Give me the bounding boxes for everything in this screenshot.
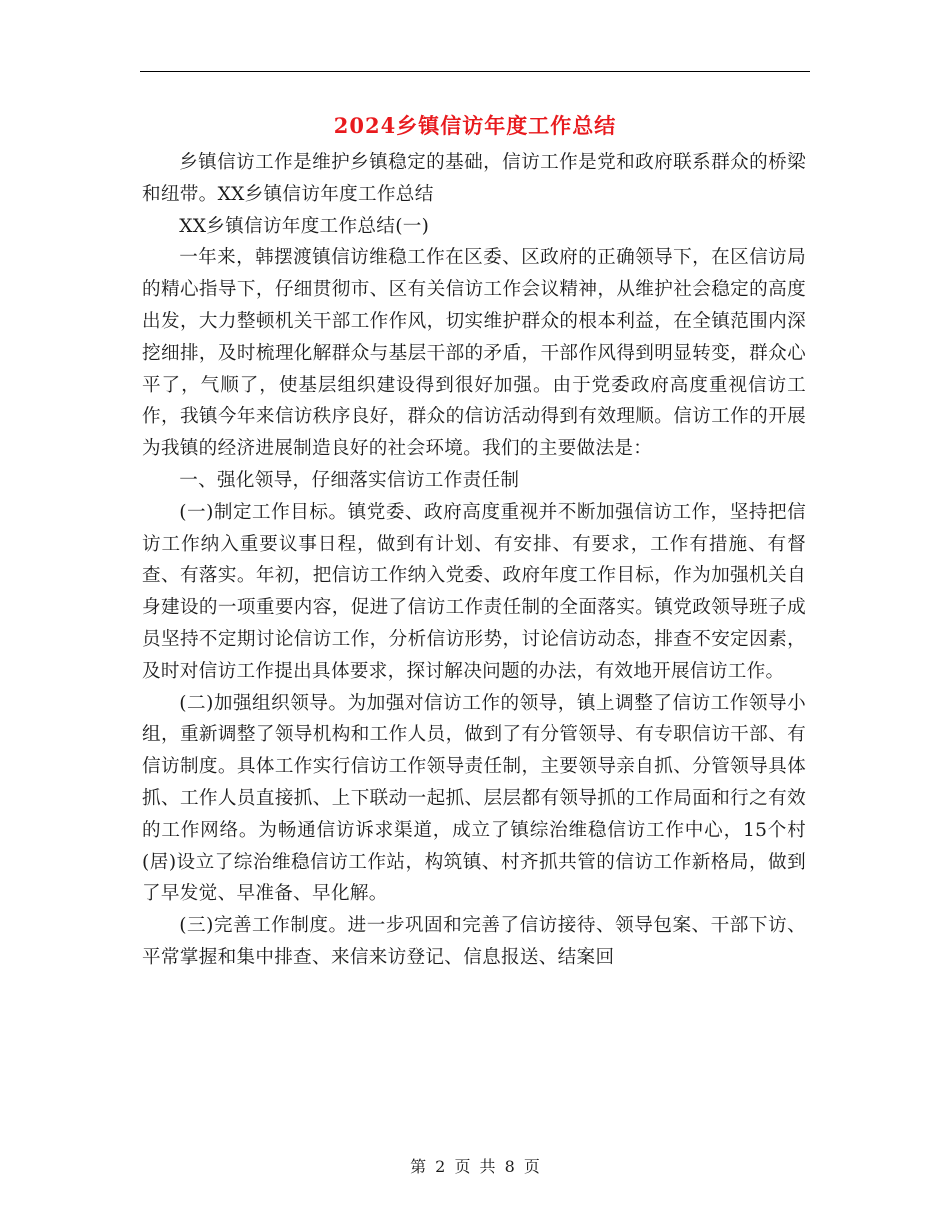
paragraph-subtitle: XX乡镇信访年度工作总结(一) [179, 215, 430, 237]
document-body [142, 147, 806, 974]
document-title: 2024乡镇信访年度工作总结 [333, 113, 617, 138]
paragraph-intro: 乡镇信访工作是维护乡镇稳定的基础，信访工作是党和政府联系群众的桥梁和纽带。XX乡镇信访年度工作总结 [142, 152, 806, 205]
paragraph-system: (三)完善工作制度。进一步巩固和完善了信访接待、领导包案、干部下访、平常掌握和集中排查、来信来访登记、信息报送、结案回 [142, 915, 806, 968]
paragraph-overview: 一年来，韩摆渡镇信访维稳工作在区委、区政府的正确领导下，在区信访局的精心指导下，仔细贯彻市、区有关信访工作会议精神，从维护社会稳定的高度出发，大力整顿机关干部工作作风，切实维护群众的根本利益，在全镇范围内深挖细排，及时梳理化解群众与基层干部的矛盾，干部作风得到明显转变，群众心平了，气顺了，使基层组织建设得到很好加强。由于党委政府高度重视信访工作，我镇今年来信访秩序良好，群众的信访活动得到有效理顺。信访工作的开展为我镇的经济进展制造良好的社会环境。我们的主要做法是： [142, 247, 806, 460]
section-heading-1: 一、强化领导，仔细落实信访工作责任制 [179, 469, 520, 491]
header-rule [140, 71, 810, 72]
page-number-footer: 第 2 页 共 8 页 [410, 1157, 540, 1176]
paragraph-leadership: (二)加强组织领导。为加强对信访工作的领导，镇上调整了信访工作领导小组，重新调整了领导机构和工作人员，做到了有分管领导、有专职信访干部、有信访制度。具体工作实行信访工作领导责任制，主要领导亲自抓、分管领导具体抓、工作人员直接抓、上下联动一起抓、层层都有领导抓的工作局面和行之有效的工作网络。为畅通信访诉求渠道，成立了镇综治维稳信访工作中心，15个村(居)设立了综治维稳信访工作站，构筑镇、村齐抓共管的信访工作新格局，做到了早发觉、早准备、早化解。 [142, 692, 806, 905]
paragraph-goals: (一)制定工作目标。镇党委、政府高度重视并不断加强信访工作，坚持把信访工作纳入重要议事日程，做到有计划、有安排、有要求，工作有措施、有督查、有落实。年初，把信访工作纳入党委、政府年度工作目标，作为加强机关自身建设的一项重要内容，促进了信访工作责任制的全面落实。镇党政领导班子成员坚持不定期讨论信访工作，分析信访形势，讨论信访动态，排查不安定因素，及时对信访工作提出具体要求，探讨解决问题的办法，有效地开展信访工作。 [142, 501, 806, 682]
